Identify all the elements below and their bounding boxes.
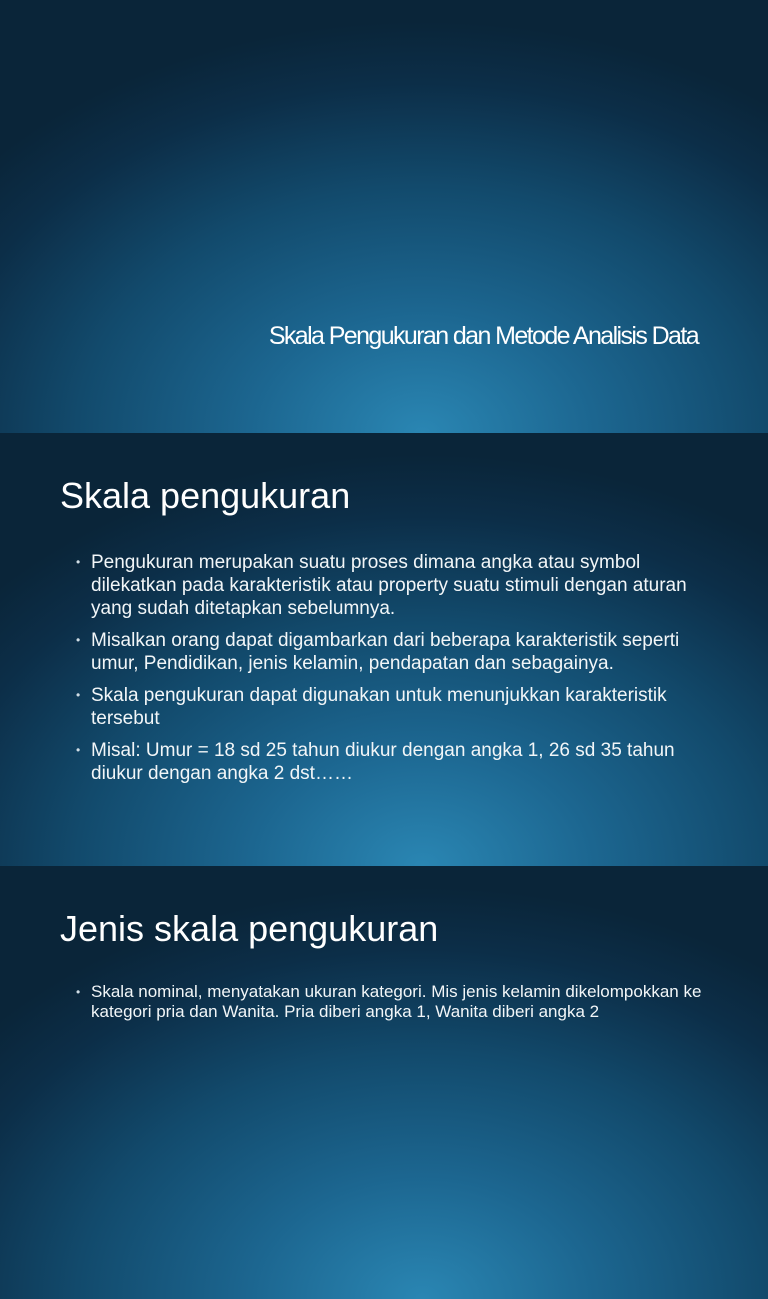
bullet-item: • Skala pengukuran dapat digunakan untuk menunjukkan karakteristik tersebut (76, 685, 667, 729)
bullet-icon: • (76, 633, 81, 647)
bullet-item: • Misalkan orang dapat digambarkan dari beberapa karakteristik seperti umur, Pendidikan, jenis kelamin, pendapatan dan sebagainya. (76, 630, 680, 674)
bullet-icon: • (76, 985, 81, 999)
bullet-icon: • (76, 555, 81, 569)
bullet-icon: • (76, 688, 81, 702)
bullet-list (74, 551, 714, 794)
slide-jenis-skala (0, 866, 768, 1299)
presentation-title: Skala Pengukuran dan Metode Analisis Data (268, 322, 698, 350)
bullet-item: • Pengukuran merupakan suatu proses dimana angka atau symbol dilekatkan pada karakteristik atau property suatu stimuli dengan aturan yang sudah ditetapkan sebelumnya. (76, 552, 687, 619)
slide-heading: Jenis skala pengukuran (60, 908, 439, 949)
slide-heading: Skala pengukuran (60, 475, 351, 516)
slide-skala-pengukuran (0, 433, 768, 866)
slide-title (0, 0, 768, 433)
bullet-item: • Skala nominal, menyatakan ukuran kategori. Mis jenis kelamin dikelompokkan ke kategori pria dan Wanita. Pria diberi angka 1, Wanita diberi angka 2 (76, 982, 702, 1021)
bullet-item: • Misal: Umur = 18 sd 25 tahun diukur dengan angka 1, 26 sd 35 tahun diukur dengan angka 2 dst…… (76, 740, 675, 784)
bullet-icon: • (76, 743, 81, 757)
